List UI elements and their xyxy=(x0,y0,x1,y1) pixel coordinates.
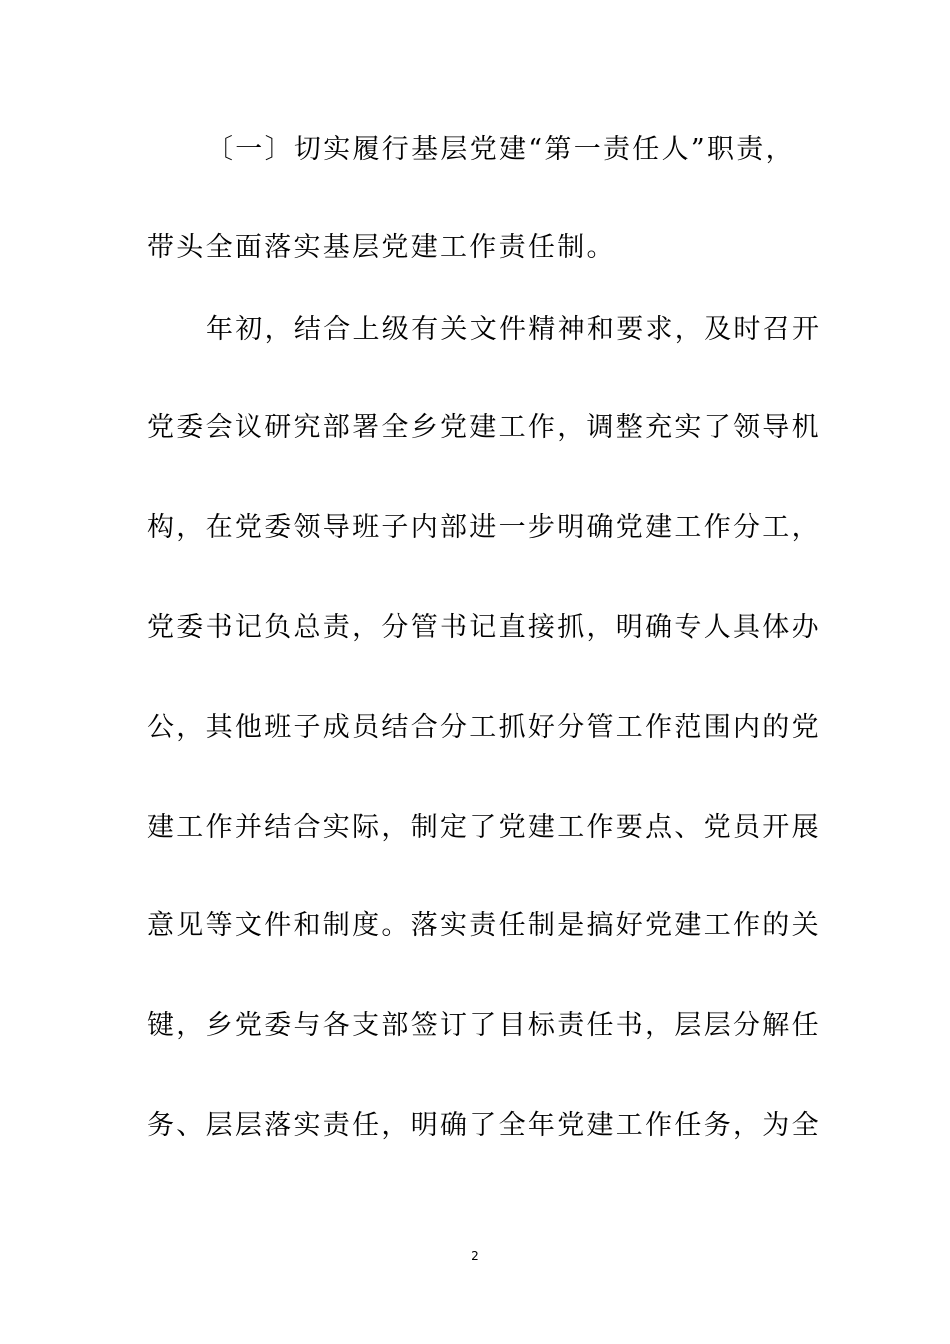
paragraph-line-3: 构，在党委领导班子内部进一步明确党建工作分工， xyxy=(147,512,821,543)
paragraph-line-2: 党委会议研究部署全乡党建工作，调整充实了领导机 xyxy=(147,412,821,443)
paragraph-line-6: 建工作并结合实际，制定了党建工作要点、党员开展 xyxy=(147,812,821,843)
paragraph-line-4: 党委书记负总责，分管书记直接抓，明确专人具体办 xyxy=(147,612,821,643)
heading-line-2: 带头全面落实基层党建工作责任制。 xyxy=(147,232,616,263)
page-number: 2 xyxy=(471,1249,479,1263)
paragraph-line-8: 键，乡党委与各支部签订了目标责任书，层层分解任 xyxy=(147,1010,821,1041)
paragraph-line-7: 意见等文件和制度。落实责任制是搞好党建工作的关 xyxy=(147,910,821,941)
paragraph-line-1: 年初，结合上级有关文件精神和要求，及时召开 xyxy=(206,314,822,345)
heading-line-1: 〔一〕切实履行基层党建“第一责任人”职责， xyxy=(206,134,795,165)
paragraph-line-9: 务、层层落实责任，明确了全年党建工作任务，为全 xyxy=(147,1110,821,1141)
paragraph-line-5: 公，其他班子成员结合分工抓好分管工作范围内的党 xyxy=(147,712,821,743)
